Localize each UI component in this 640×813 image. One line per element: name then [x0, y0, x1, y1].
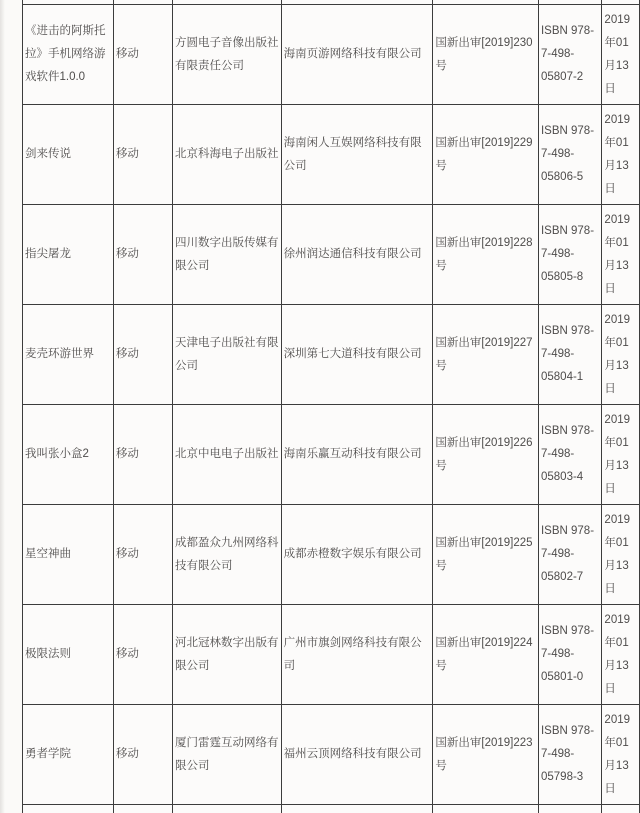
cell-platform: 移动 — [113, 605, 172, 705]
partial-row-bottom — [23, 805, 640, 813]
cell-operator: 成都赤橙数字娱乐有限公司 — [281, 505, 433, 605]
cell-approval-number: 国新出审[2019]229号 — [433, 105, 539, 205]
cell-publisher: 天津电子出版社有限公司 — [172, 305, 281, 405]
cell-empty — [281, 805, 433, 813]
cell-game-name: 指尖屠龙 — [23, 205, 114, 305]
cell-publisher: 方圆电子音像出版社有限责任公司 — [172, 5, 281, 105]
cell-publisher: 北京中电电子出版社 — [172, 405, 281, 505]
cell-approval-number: 国新出审[2019]224号 — [433, 605, 539, 705]
cell-approval-date: 2019年01月13日 — [602, 505, 640, 605]
cell-empty — [602, 805, 640, 813]
cell-approval-date: 2019年01月13日 — [602, 705, 640, 805]
cell-platform: 移动 — [113, 505, 172, 605]
cell-empty — [538, 805, 601, 813]
cell-approval-date: 2019年01月13日 — [602, 605, 640, 705]
cell-isbn: ISBN 978-7-498-05798-3 — [538, 705, 601, 805]
table-row — [23, 105, 640, 205]
cell-approval-date: 2019年01月13日 — [602, 405, 640, 505]
cell-approval-number: 国新出审[2019]225号 — [433, 505, 539, 605]
table-row — [23, 605, 640, 705]
cell-operator: 海南页游网络科技有限公司 — [281, 5, 433, 105]
table-row — [23, 505, 640, 605]
cell-approval-number: 国新出审[2019]223号 — [433, 705, 539, 805]
cell-approval-number: 国新出审[2019]230号 — [433, 5, 539, 105]
page-edge-shadow — [0, 0, 5, 813]
cell-platform: 移动 — [113, 5, 172, 105]
cell-operator: 深圳第七大道科技有限公司 — [281, 305, 433, 405]
cell-operator: 海南乐赢互动科技有限公司 — [281, 405, 433, 505]
cell-empty — [113, 805, 172, 813]
cell-game-name: 极限法则 — [23, 605, 114, 705]
table-row — [23, 205, 640, 305]
cell-isbn: ISBN 978-7-498-05806-5 — [538, 105, 601, 205]
cell-platform: 移动 — [113, 205, 172, 305]
game-approval-table — [22, 0, 640, 813]
cell-game-name: 剑来传说 — [23, 105, 114, 205]
cell-operator: 徐州润达通信科技有限公司 — [281, 205, 433, 305]
cell-operator: 广州市旗剑网络科技有限公司 — [281, 605, 433, 705]
cell-game-name: 麦壳环游世界 — [23, 305, 114, 405]
cell-isbn: ISBN 978-7-498-05804-1 — [538, 305, 601, 405]
cell-game-name: 勇者学院 — [23, 705, 114, 805]
table-row — [23, 5, 640, 105]
cell-empty — [433, 805, 539, 813]
cell-publisher: 四川数字出版传媒有限公司 — [172, 205, 281, 305]
cell-empty — [23, 805, 114, 813]
cell-approval-number: 国新出审[2019]228号 — [433, 205, 539, 305]
cell-platform: 移动 — [113, 305, 172, 405]
cell-isbn: ISBN 978-7-498-05805-8 — [538, 205, 601, 305]
table-row — [23, 405, 640, 505]
cell-operator: 海南闲人互娱网络科技有限公司 — [281, 105, 433, 205]
cell-platform: 移动 — [113, 405, 172, 505]
cell-platform: 移动 — [113, 705, 172, 805]
cell-isbn: ISBN 978-7-498-05802-7 — [538, 505, 601, 605]
table-row — [23, 705, 640, 805]
cell-approval-date: 2019年01月13日 — [602, 305, 640, 405]
cell-game-name: 我叫张小盒2 — [23, 405, 114, 505]
cell-approval-number: 国新出审[2019]227号 — [433, 305, 539, 405]
cell-empty — [172, 805, 281, 813]
table-row — [23, 305, 640, 405]
cell-approval-date: 2019年01月13日 — [602, 205, 640, 305]
cell-isbn: ISBN 978-7-498-05803-4 — [538, 405, 601, 505]
cell-game-name: 星空神曲 — [23, 505, 114, 605]
cell-operator: 福州云顶网络科技有限公司 — [281, 705, 433, 805]
cell-approval-date: 2019年01月13日 — [602, 5, 640, 105]
cell-publisher: 厦门雷霆互动网络有限公司 — [172, 705, 281, 805]
cell-approval-number: 国新出审[2019]226号 — [433, 405, 539, 505]
cell-isbn: ISBN 978-7-498-05807-2 — [538, 5, 601, 105]
cell-approval-date: 2019年01月13日 — [602, 105, 640, 205]
cell-publisher: 成都盈众九州网络科技有限公司 — [172, 505, 281, 605]
cell-publisher: 北京科海电子出版社 — [172, 105, 281, 205]
cell-platform: 移动 — [113, 105, 172, 205]
cell-isbn: ISBN 978-7-498-05801-0 — [538, 605, 601, 705]
cell-game-name: 《进击的阿斯托拉》手机网络游戏软件1.0.0 — [23, 5, 114, 105]
cell-publisher: 河北冠林数字出版有限公司 — [172, 605, 281, 705]
